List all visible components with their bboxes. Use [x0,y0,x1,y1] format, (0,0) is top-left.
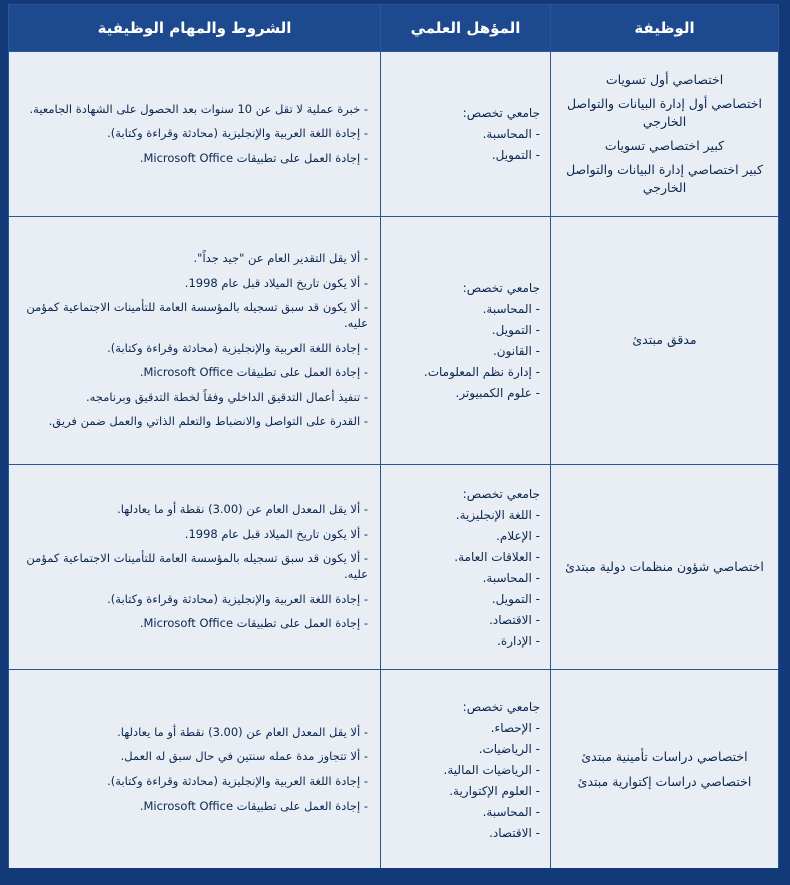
qualification-item: - اللغة الإنجليزية. [455,507,540,522]
requirement-item: - إجادة العمل على تطبيقات Microsoft Office. [139,616,368,631]
header-qualification: المؤهل العلمي [381,5,551,52]
job-title: كبير اختصاصي تسويات [604,138,725,153]
requirement-item: - ألا يكون قد سبق تسجيله بالمؤسسة العامة للتأمينات الاجتماعية كمؤمن عليه. [26,551,368,581]
requirement-item: - ألا يقل المعدل العام عن (3.00) نقطة أو ما يعادلها. [117,724,368,739]
qualification-title: جامعي تخصص: [462,486,540,501]
requirements-cell [9,465,381,670]
job-cell [551,465,779,670]
qualification-item: - إدارة نظم المعلومات. [423,365,540,379]
qualification-title: جامعي تخصص: [462,281,540,295]
qualification-item: - المحاسبة. [482,302,540,316]
requirements-cell [9,670,381,870]
header-requirements: الشروط والمهام الوظيفية [9,5,381,52]
qualification-item: - الإعلام. [496,528,540,543]
job-title: اختصاصي شؤون منظمات دولية مبتدئ [565,558,764,574]
qualification-item: - الإدارة. [497,633,540,648]
qualification-item: - المحاسبة. [482,804,540,819]
requirement-item: - إجادة العمل على تطبيقات Microsoft Office. [139,798,368,813]
requirement-item: - ألا يكون قد سبق تسجيله بالمؤسسة العامة للتأمينات الاجتماعية كمؤمن عليه. [26,300,368,330]
job-title: اختصاصي أول إدارة البيانات والتواصل الخارجي [566,95,763,129]
requirement-item: - تنفيذ أعمال التدقيق الداخلي وفقاً لخطة التدقيق وبرنامجه. [85,389,368,404]
qualification-item: - الإحصاء. [490,720,540,735]
requirement-item: - إجادة اللغة العربية والإنجليزية (محادثة وقراءة وكتابة). [107,774,368,788]
bottom-bar [0,868,790,885]
job-title: مدقق مبتدئ [632,332,697,348]
requirement-item: - ألا يكون تاريخ الميلاد قبل عام 1998. [184,526,368,541]
requirement-item: - ألا تتجاوز مدة عمله سنتين في حال سبق له العمل. [120,749,368,764]
requirement-item: - إجادة اللغة العربية والإنجليزية (محادثة وقراءة وكتابة). [107,591,368,606]
requirement-item: - ألا يقل المعدل العام عن (3.00) نقطة أو ما يعادلها. [117,502,368,517]
qualification-item: - التمويل. [491,323,540,337]
qualification-item: - الرياضيات المالية. [443,762,540,777]
qualification-cell [381,52,551,217]
requirement-item: - إجادة اللغة العربية والإنجليزية (محادثة وقراءة وكتابة). [107,340,368,355]
qualification-item: - القانون. [492,344,540,358]
requirements-cell [9,52,381,217]
qualification-item: - الاقتصاد. [489,612,540,627]
job-title: كبير اختصاصي إدارة البيانات والتواصل الخارجي [566,162,763,196]
table-row [9,52,779,217]
qualification-item: - التمويل. [491,148,540,162]
qualification-cell [381,670,551,870]
qualification-item: - المحاسبة. [482,127,540,141]
requirement-item: - إجادة العمل على تطبيقات Microsoft Office. [139,150,368,165]
requirements-cell [9,217,381,465]
qualification-item: - العلوم الإكتوارية. [449,783,540,798]
requirement-item: - إجادة العمل على تطبيقات Microsoft Office. [139,365,368,380]
qualification-item: - المحاسبة. [482,570,540,585]
qualification-item: - العلاقات العامة. [454,549,540,564]
jobs-table [8,4,779,870]
qualification-item: - الاقتصاد. [489,825,540,840]
job-cell [551,52,779,217]
job-cell [551,670,779,870]
qualification-title: جامعي تخصص: [462,699,540,714]
table-row [9,670,779,870]
requirement-item: - ألا يقل التقدير العام عن "جيد جداً". [193,251,368,266]
qualification-cell [381,217,551,465]
requirement-item: - ألا يكون تاريخ الميلاد قبل عام 1998. [184,275,368,290]
qualification-title: جامعي تخصص: [462,106,540,120]
table-row [9,217,779,465]
job-title: اختصاصي دراسات تأمينية مبتدئ [581,749,748,765]
qualification-cell [381,465,551,670]
qualification-item: - علوم الكمبيوتر. [455,386,540,400]
job-title: اختصاصي أول تسويات [605,71,724,87]
job-cell [551,217,779,465]
requirement-item: - خبرة عملية لا تقل عن 10 سنوات بعد الحصول على الشهادة الجامعية. [29,101,368,116]
job-title: اختصاصي دراسات إكتوارية مبتدئ [577,773,752,789]
qualification-item: - الرياضيات. [478,741,540,756]
requirement-item: - القدرة على التواصل والانضباط والتعلم الذاتي والعمل ضمن فريق. [48,414,368,429]
requirement-item: - إجادة اللغة العربية والإنجليزية (محادثة وقراءة وكتابة). [107,126,368,141]
table-row [9,465,779,670]
header-row [9,5,779,52]
header-job: الوظيفة [551,5,779,52]
qualification-item: - التمويل. [491,591,540,606]
